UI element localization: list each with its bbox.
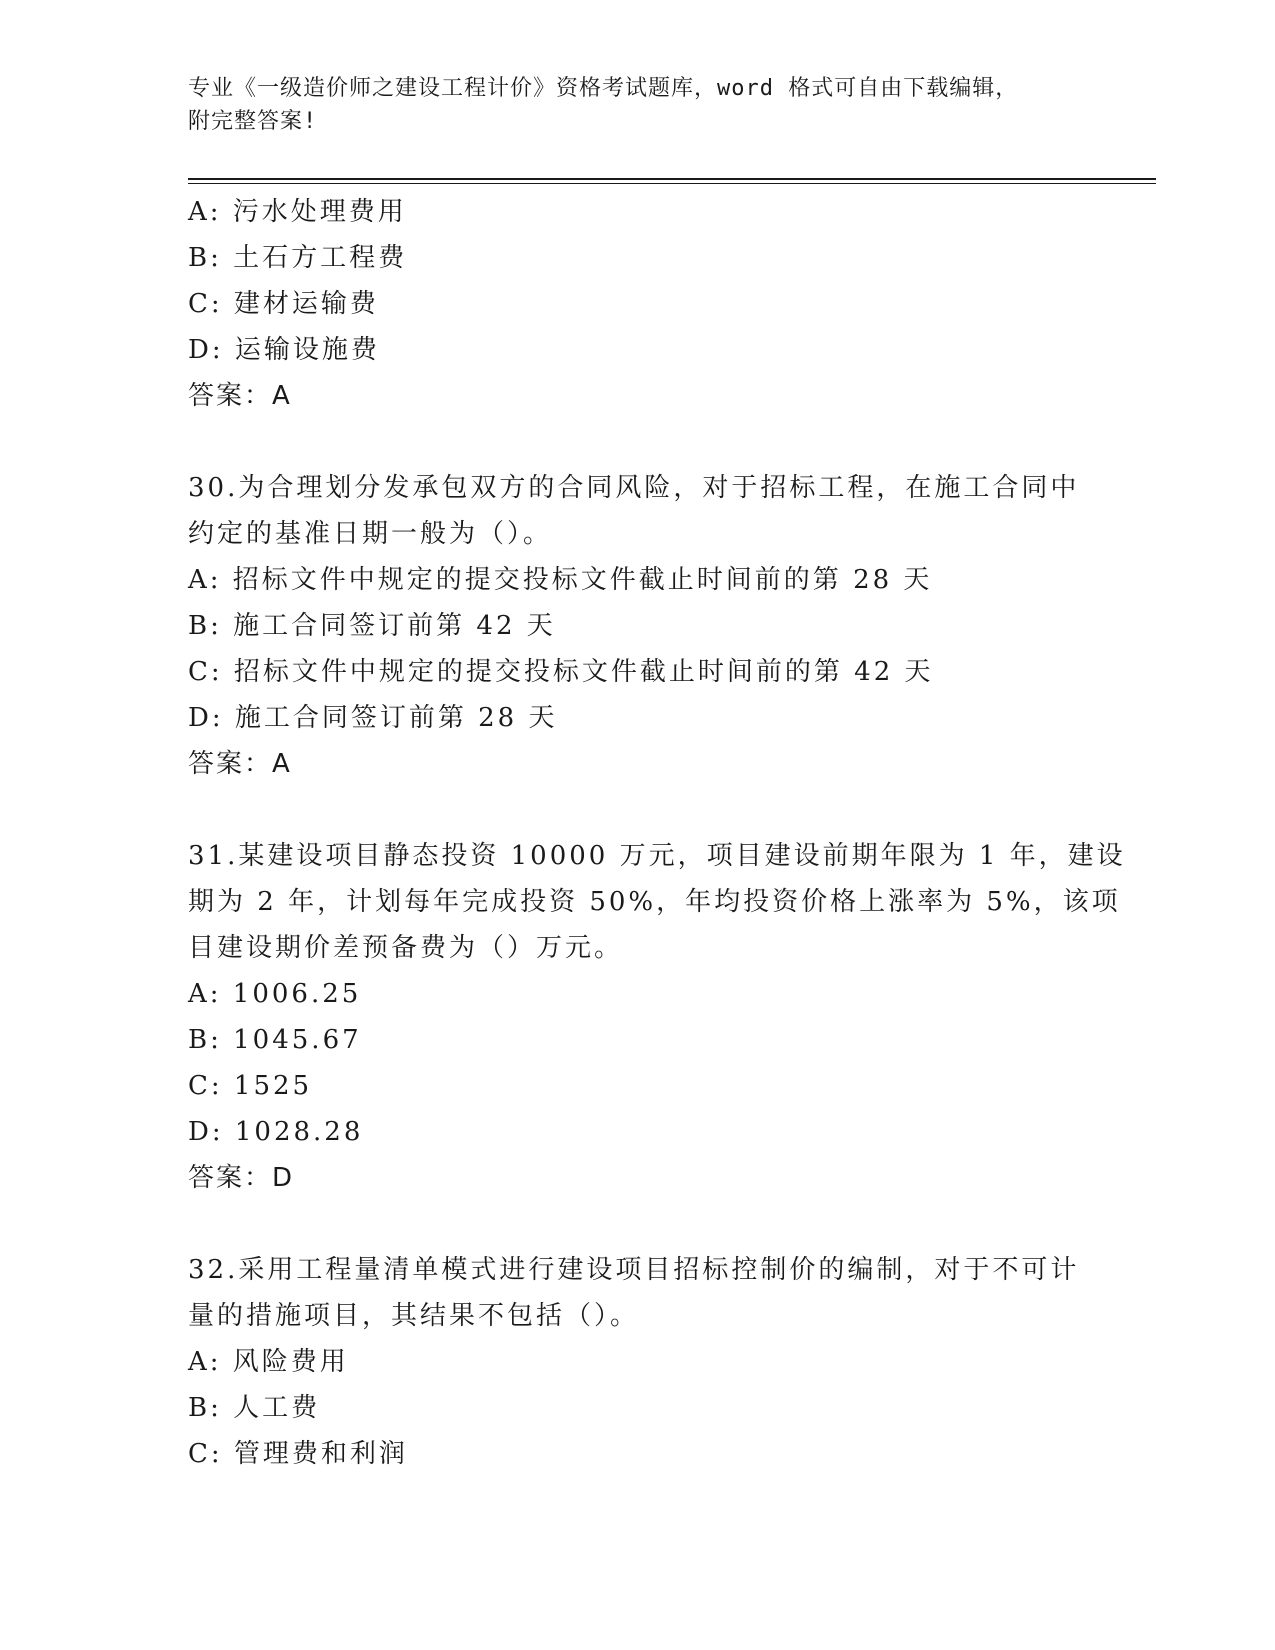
question-text: 31.某建设项目静态投资 10000 万元，项目建设前期年限为 1 年，建设	[188, 841, 1126, 871]
question-text: 约定的基准日期一般为（）。	[188, 519, 553, 549]
question-text: 32.采用工程量清单模式进行建设项目招标控制价的编制，对于不可计	[188, 1255, 1080, 1285]
answer: 答案：A	[188, 381, 292, 411]
option-d: D: 1028.28	[188, 1117, 364, 1147]
option-b: B: 土石方工程费	[188, 243, 408, 273]
option-a: A: 风险费用	[188, 1347, 349, 1377]
answer: 答案：A	[188, 749, 292, 779]
header-divider-thin	[188, 183, 1156, 184]
document-header	[188, 72, 1068, 138]
option-a: A: 招标文件中规定的提交投标文件截止时间前的第 28 天	[188, 565, 933, 595]
option-c: C: 1525	[188, 1071, 313, 1101]
question-text: 期为 2 年，计划每年完成投资 50%，年均投资价格上涨率为 5%，该项	[188, 887, 1121, 917]
option-d: D: 施工合同签订前第 28 天	[188, 703, 558, 733]
spacer	[188, 1201, 1088, 1247]
option-a: A: 污水处理费用	[188, 197, 407, 227]
question-list	[188, 189, 1126, 1477]
header-line-1: 专业《一级造价师之建设工程计价》资格考试题库，word 格式可自由下载编辑，	[188, 76, 1019, 101]
option-c: C: 招标文件中规定的提交投标文件截止时间前的第 42 天	[188, 657, 934, 687]
option-b: B: 1045.67	[188, 1025, 362, 1055]
option-c: C: 建材运输费	[188, 289, 379, 319]
question-32	[188, 1247, 1088, 1477]
header-divider-thick	[188, 178, 1156, 180]
spacer	[188, 787, 1088, 833]
question-31	[188, 833, 1126, 1201]
question-30	[188, 465, 1088, 787]
option-a: A: 1006.25	[188, 979, 362, 1009]
option-b: B: 人工费	[188, 1393, 321, 1423]
option-b: B: 施工合同签订前第 42 天	[188, 611, 556, 641]
option-d: D: 运输设施费	[188, 335, 380, 365]
question-text: 量的措施项目，其结果不包括（）。	[188, 1301, 640, 1331]
question-text: 30.为合理划分发承包双方的合同风险，对于招标工程，在施工合同中	[188, 473, 1080, 503]
question-29	[188, 189, 1088, 419]
header-line-2: 附完整答案!	[188, 109, 318, 134]
answer: 答案：D	[188, 1163, 295, 1193]
question-text: 目建设期价差预备费为（）万元。	[188, 933, 624, 963]
option-c: C: 管理费和利润	[188, 1439, 408, 1469]
spacer	[188, 419, 1088, 465]
